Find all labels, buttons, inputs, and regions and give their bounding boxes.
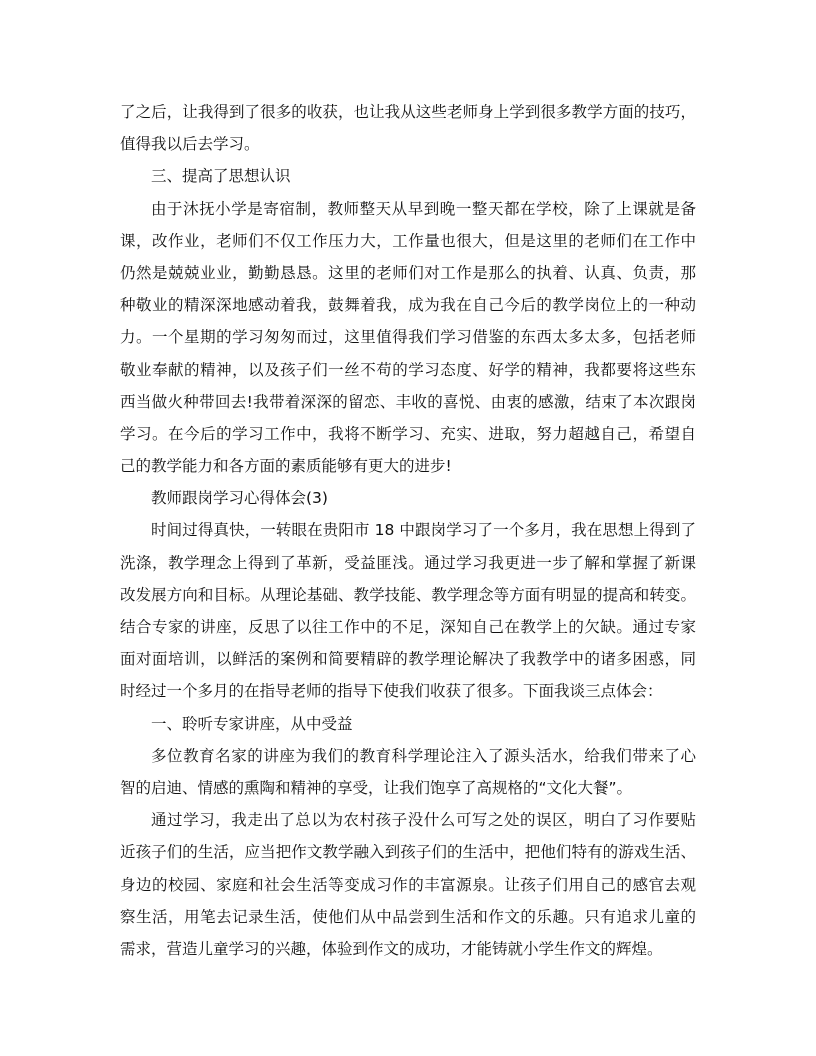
text-line: 洗涤，教学理念上得到了革新，受益匪浅。通过学习我更进一步了解和掌握了新课: [120, 553, 696, 572]
text-line: 敬业奉献的精神，以及孩子们一丝不苟的学习态度、好学的精神，我都要将这些东: [120, 360, 696, 379]
text-line: 时经过一个多月的在指导老师的指导下使我们收获了很多。下面我谈三点体会：: [120, 682, 663, 701]
text-line: 值得我以后去学习。: [120, 135, 260, 154]
section-heading: 三、提高了思想认识: [151, 167, 291, 186]
text-line: 察生活，用笔去记录生活，使他们从中品尝到生活和作文的乐趣。只有追求儿童的: [120, 907, 696, 926]
text-line: 课，改作业，老师们不仅工作压力大，工作量也很大，但是这里的老师们在工作中: [120, 231, 696, 250]
text-line: 仍然是兢兢业业，勤勤恳恳。这里的老师们对工作是那么的执着、认真、负责，那: [120, 263, 696, 282]
text-line: 西当做火种带回去!我带着深深的留恋、丰收的喜悦、由衷的感激，结束了本次跟岗: [120, 392, 696, 411]
text-line: 需求，营造儿童学习的兴趣，体验到作文的成功，才能铸就小学生作文的辉煌。: [120, 939, 663, 958]
text-line: 结合专家的讲座，反思了以往工作中的不足，深知自己在教学上的欠缺。通过专家: [120, 618, 696, 636]
section-heading: 一、聆听专家讲座，从中受益: [151, 714, 353, 733]
text-line: 学习。在今后的学习工作中，我将不断学习、充实、进取，努力超越自己，希望自: [120, 424, 696, 443]
text-line: 己的教学能力和各方面的素质能够有更大的进步!: [120, 457, 452, 476]
text-line: 改发展方向和目标。从理论基础、教学技能、教学理念等方面有明显的提高和转变。: [120, 585, 696, 604]
article-title: 教师跟岗学习心得体会(3): [151, 489, 328, 508]
text-line: 由于沐抚小学是寄宿制，教师整天从早到晚一整天都在学校，除了上课就是备: [151, 199, 696, 218]
text-line: 面对面培训，以鲜活的案例和简要精辟的教学理论解决了我教学中的诸多困惑，同: [120, 650, 696, 669]
text-line: 多位教育名家的讲座为我们的教育科学理论注入了源头活水，给我们带来了心: [151, 746, 696, 765]
document-body: [120, 96, 696, 965]
text-line: 通过学习，我走出了总以为农村孩子没什么可写之处的误区，明白了习作要贴: [151, 811, 696, 830]
text-line: 近孩子们的生活，应当把作文教学融入到孩子们的生活中，把他们特有的游戏生活、: [120, 843, 696, 862]
text-line: 力。一个星期的学习匆匆而过，这里值得我们学习借鉴的东西太多太多，包括老师: [120, 328, 696, 347]
text-line: 了之后，让我得到了很多的收获，也让我从这些老师身上学到很多教学方面的技巧，: [120, 103, 696, 121]
text-line: 时间过得真快，一转眼在贵阳市 18 中跟岗学习了一个多月，我在思想上得到了: [151, 521, 696, 540]
text-line: 身边的校园、家庭和社会生活等变成习作的丰富源泉。让孩子们用自己的感官去观: [120, 875, 696, 894]
text-line: 种敬业的精深深地感动着我，鼓舞着我，成为我在自己今后的教学岗位上的一种动: [120, 296, 696, 315]
text-line: 智的启迪、情感的熏陶和精神的享受，让我们饱享了高规格的“文化大餐”。: [120, 778, 633, 797]
